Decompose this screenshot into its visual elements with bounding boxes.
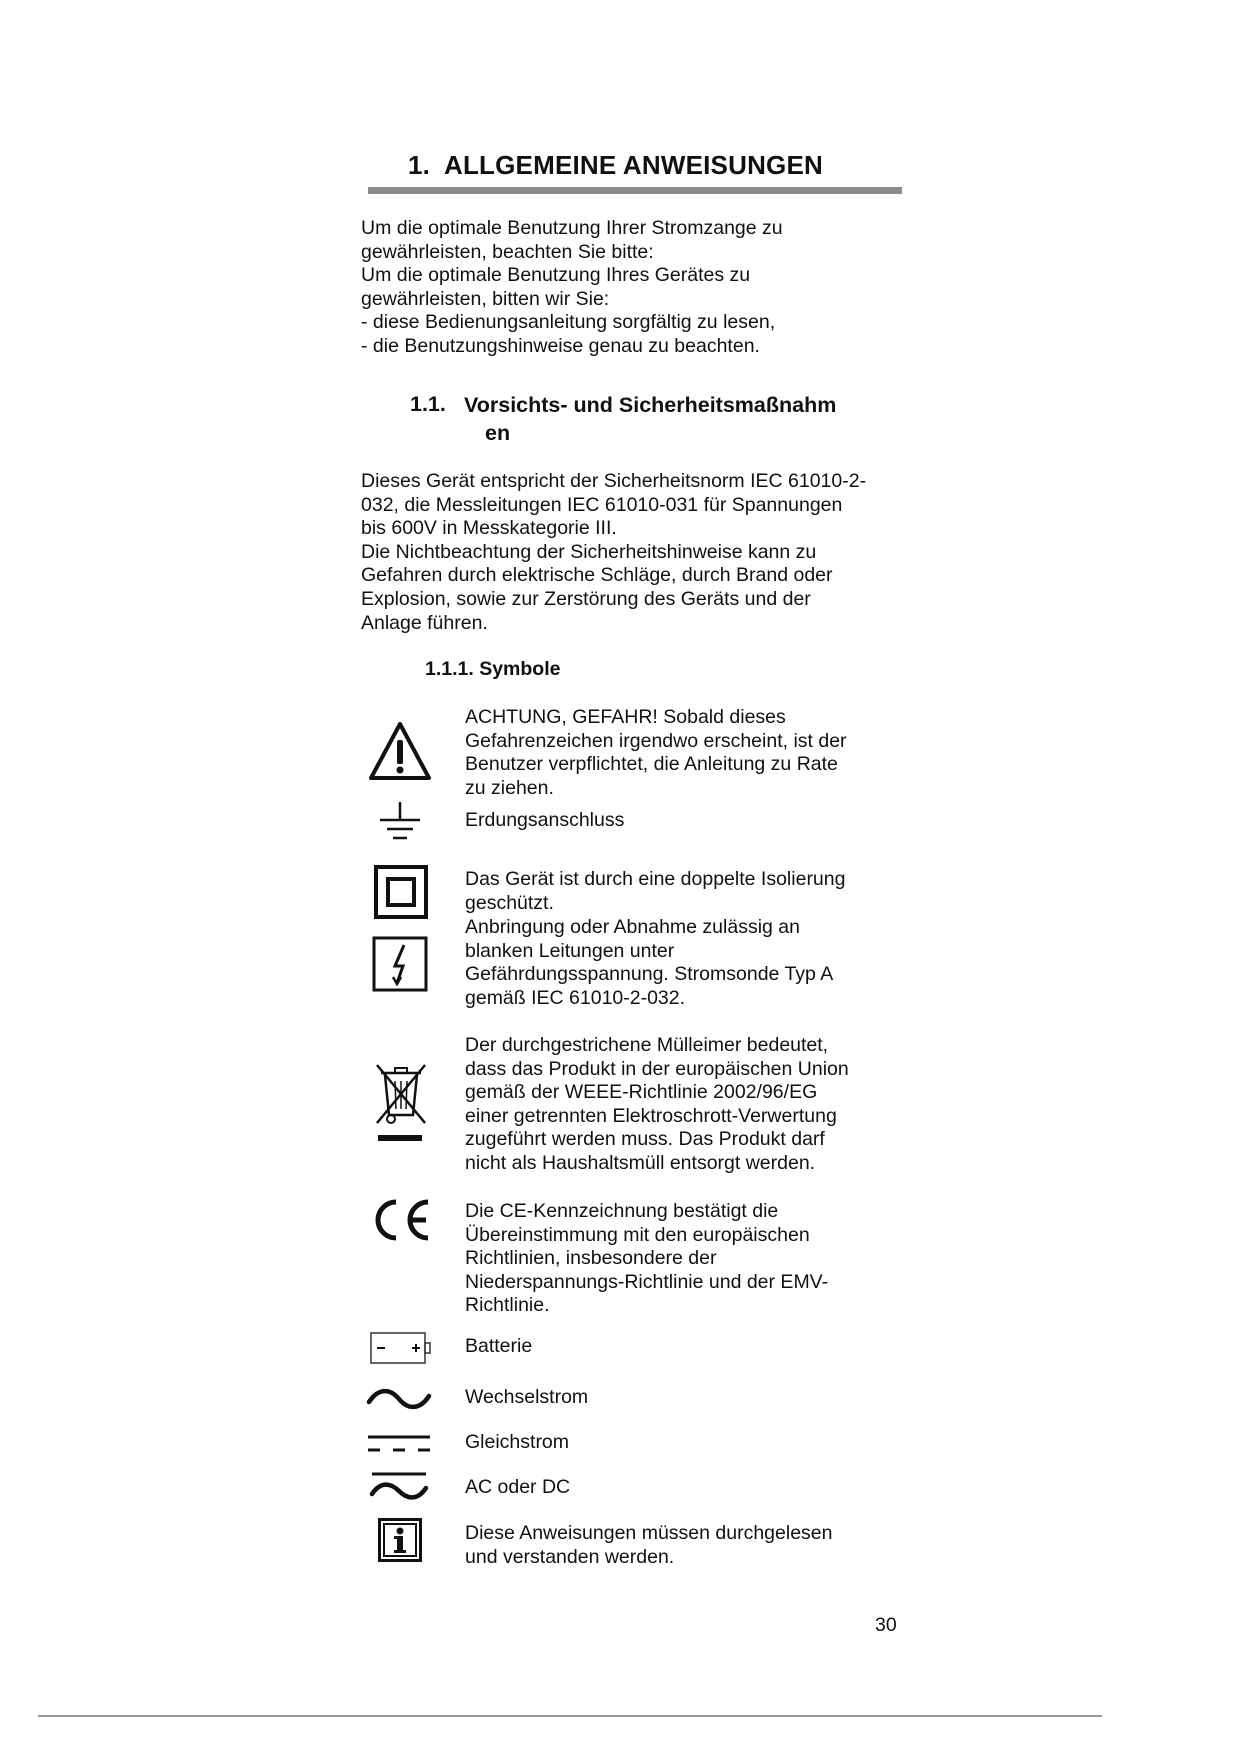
- safety-line: Die Nichtbeachtung der Sicherheitshinweise kann zu: [361, 540, 817, 563]
- section-1-1-title-line: Vorsichts- und Sicherheitsmaßnahm: [464, 393, 837, 417]
- double-insulation-icon: [374, 865, 428, 919]
- safety-line: Explosion, sowie zur Zerstörung des Geräts und der: [361, 587, 811, 610]
- section-1-1-title: [464, 391, 904, 447]
- footer-rule: [38, 1715, 1102, 1717]
- intro-line: Um die optimale Benutzung Ihres Gerätes zu: [361, 264, 751, 287]
- symbol-description: Die CE-Kennzeichnung bestätigt die Übereinstimmung mit den europäischen Richtlinien, insbesondere der Niederspannungs-Richtlinie und der EMV- Richtlinie.: [465, 1200, 829, 1317]
- safety-paragraph: [361, 470, 921, 635]
- symbol-description: Gleichstrom: [465, 1431, 570, 1453]
- symbol-description: Diese Anweisungen müssen durchgelesen und verstanden werden.: [465, 1522, 833, 1568]
- heading-number: 1.: [408, 150, 431, 180]
- info-icon: [378, 1518, 422, 1562]
- intro-paragraph: [361, 217, 921, 359]
- ac-icon: [366, 1386, 432, 1412]
- weee-bin-icon: [373, 1063, 429, 1147]
- dc-icon: [366, 1432, 432, 1456]
- symbol-description: Der durchgestrichene Mülleimer bedeutet, dass das Produkt in der europäischen Union gemäß der WEEE-Richtlinie 2002/96/EG einer getrennten Elektroschrott-Verwertung zugeführt werden muss. Das Produkt darf nicht als Haushaltsmüll entsorgt werden.: [465, 1034, 849, 1174]
- safety-line: 032, die Messleitungen IEC 61010-031 für Spannungen: [361, 493, 843, 516]
- symbol-description: Das Gerät ist durch eine doppelte Isolierung geschützt.: [465, 868, 846, 914]
- symbol-description: Wechselstrom: [465, 1386, 589, 1408]
- page-title: [408, 150, 823, 181]
- ce-mark-icon: [368, 1198, 432, 1242]
- intro-line: gewährleisten, beachten Sie bitte:: [361, 240, 654, 263]
- safety-line: bis 600V in Messkategorie III.: [361, 517, 617, 540]
- symbol-description: Anbringung oder Abnahme zulässig an blanken Leitungen unter Gefährdungsspannung. Stromsonde Typ A gemäß IEC 61010-2-032.: [465, 916, 834, 1009]
- symbol-description: AC oder DC: [465, 1476, 571, 1498]
- intro-line: - die Benutzungshinweise genau zu beachten.: [361, 334, 760, 357]
- heading-underline: [368, 187, 902, 194]
- page-number: 30: [875, 1614, 897, 1636]
- symbol-description: Erdungsanschluss: [465, 809, 625, 831]
- warning-triangle-icon: [368, 720, 432, 782]
- intro-line: - diese Bedienungsanleitung sorgfältig zu lesen,: [361, 311, 776, 334]
- ac-dc-icon: [368, 1470, 430, 1504]
- section-1-1-title-line: en: [485, 421, 511, 445]
- section-1-1-number: 1.1.: [410, 392, 446, 416]
- intro-line: gewährleisten, bitten wir Sie:: [361, 287, 610, 310]
- ground-icon: [378, 800, 422, 844]
- safety-line: Gefahren durch elektrische Schläge, durch Brand oder: [361, 564, 833, 587]
- intro-line: Um die optimale Benutzung Ihrer Stromzange zu: [361, 217, 783, 239]
- live-conductor-icon: [372, 936, 428, 992]
- safety-line: Dieses Gerät entspricht der Sicherheitsnorm IEC 61010-2-: [361, 470, 867, 492]
- section-1-1-1-title: 1.1.1. Symbole: [425, 658, 561, 680]
- symbol-description: ACHTUNG, GEFAHR! Sobald dieses Gefahrenzeichen irgendwo erscheint, ist der Benutzer verpflichtet, die Anleitung zu Rate zu ziehen.: [465, 706, 847, 799]
- safety-line: Anlage führen.: [361, 611, 488, 634]
- heading-title: ALLGEMEINE ANWEISUNGEN: [443, 150, 823, 180]
- battery-icon: [370, 1332, 432, 1364]
- symbol-description: Batterie: [465, 1335, 533, 1357]
